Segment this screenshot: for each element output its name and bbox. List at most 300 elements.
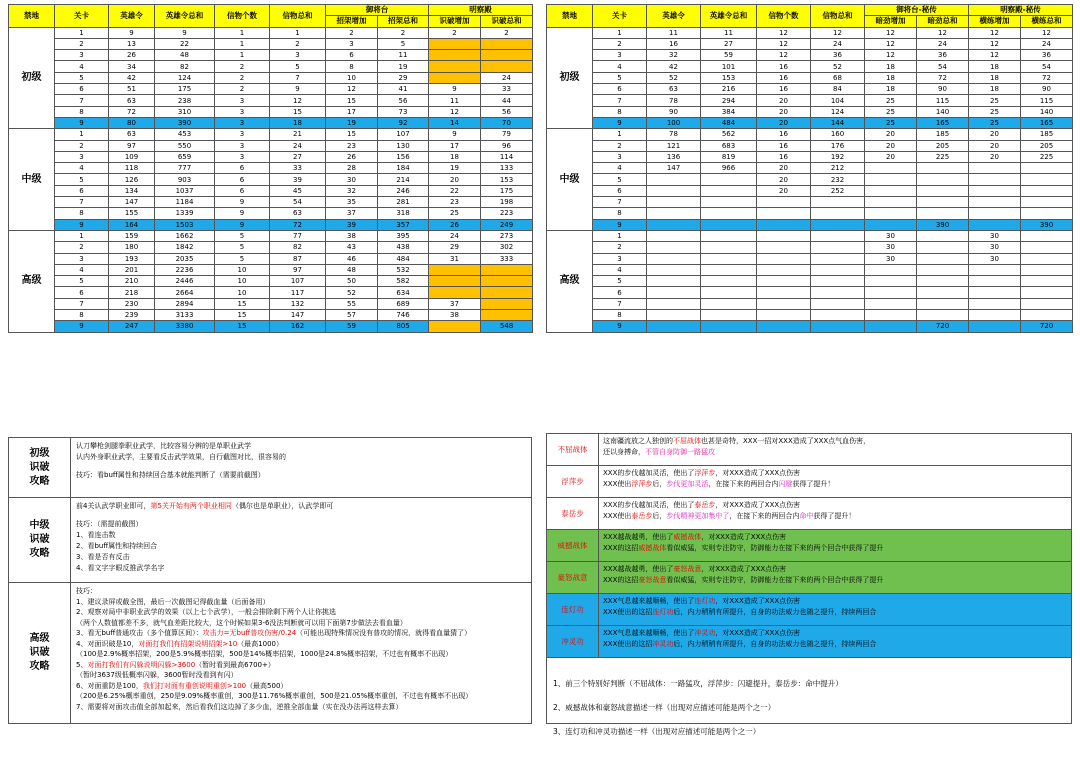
table-cell [811, 321, 865, 332]
table-cell [811, 264, 865, 275]
table-cell: 25 [865, 117, 917, 128]
table-cell: 107 [270, 276, 326, 287]
table-cell [917, 276, 969, 287]
table-cell: 147 [270, 310, 326, 321]
table-cell: 1 [593, 230, 647, 241]
table-cell [969, 310, 1021, 321]
table-row [547, 298, 1073, 309]
table-cell: 384 [701, 106, 757, 117]
table-cell: 1037 [155, 185, 215, 196]
effect-name: 豪怒战意 [547, 562, 599, 593]
effect-row [547, 530, 1071, 562]
table-cell: 27 [270, 151, 326, 162]
level-label: 初级 [547, 27, 593, 129]
table-cell [969, 264, 1021, 275]
table-cell: 8 [326, 61, 378, 72]
table-cell [1021, 197, 1073, 208]
table-cell: 133 [481, 163, 533, 174]
table-cell: 9 [109, 27, 155, 38]
table-cell: 48 [326, 264, 378, 275]
table-cell: 1 [593, 129, 647, 140]
table-cell [811, 208, 865, 219]
table-cell: 30 [969, 230, 1021, 241]
table-cell: 18 [969, 61, 1021, 72]
table-cell: 17 [326, 106, 378, 117]
table-cell: 12 [865, 38, 917, 49]
table-cell: 20 [969, 140, 1021, 151]
table-cell: 2 [55, 140, 109, 151]
table-cell [647, 310, 701, 321]
table-row [547, 50, 1073, 61]
table-cell [917, 298, 969, 309]
table-cell [865, 287, 917, 298]
table-cell [865, 185, 917, 196]
table-cell: 20 [757, 95, 811, 106]
table-row [547, 253, 1073, 264]
table-cell: 5 [215, 242, 270, 253]
table-cell: 12 [757, 50, 811, 61]
table-cell: 16 [757, 151, 811, 162]
table-cell: 134 [109, 185, 155, 196]
table-cell: 24 [1021, 38, 1073, 49]
table-cell: 3 [215, 95, 270, 106]
table-cell [481, 50, 533, 61]
table-cell: 318 [378, 208, 429, 219]
table-cell: 3 [593, 50, 647, 61]
table-cell [429, 321, 481, 332]
table-cell: 192 [811, 151, 865, 162]
table-cell: 92 [378, 117, 429, 128]
table-cell: 12 [865, 50, 917, 61]
table-cell: 29 [429, 242, 481, 253]
table-cell: 16 [757, 129, 811, 140]
table-cell: 16 [757, 72, 811, 83]
table-cell: 7 [593, 95, 647, 106]
table-cell: 193 [109, 253, 155, 264]
table-cell: 3 [55, 50, 109, 61]
table-cell: 162 [270, 321, 326, 332]
table-cell: 35 [326, 197, 378, 208]
table-cell [481, 276, 533, 287]
col-header: 御将台 [326, 5, 429, 16]
table-cell [647, 253, 701, 264]
table-cell: 72 [270, 219, 326, 230]
table-cell: 140 [1021, 106, 1073, 117]
table-cell [481, 38, 533, 49]
table-cell [811, 310, 865, 321]
table-row [9, 264, 533, 275]
table-cell: 438 [378, 242, 429, 253]
table-cell: 9 [215, 208, 270, 219]
table-cell: 1 [215, 27, 270, 38]
table-cell: 54 [1021, 61, 1073, 72]
table-row [9, 61, 533, 72]
table-cell: 16 [757, 140, 811, 151]
table-cell: 79 [481, 129, 533, 140]
table-cell: 10 [215, 276, 270, 287]
table-cell [917, 163, 969, 174]
table-cell: 2 [55, 38, 109, 49]
table-cell: 390 [155, 117, 215, 128]
table-cell: 281 [378, 197, 429, 208]
table-cell: 6 [55, 185, 109, 196]
table-cell [701, 174, 757, 185]
table-row [547, 230, 1073, 241]
table-cell: 8 [55, 208, 109, 219]
table-cell [647, 276, 701, 287]
table-cell: 38 [429, 310, 481, 321]
table-row [9, 27, 533, 38]
table-cell: 3 [326, 38, 378, 49]
table-cell: 4 [55, 264, 109, 275]
table-cell: 164 [109, 219, 155, 230]
table-cell [757, 310, 811, 321]
table-cell: 683 [701, 140, 757, 151]
table-cell [1021, 174, 1073, 185]
table-cell: 72 [109, 106, 155, 117]
table-cell: 9 [593, 117, 647, 128]
table-cell: 23 [429, 197, 481, 208]
table-cell: 9 [215, 197, 270, 208]
table-cell: 3 [593, 151, 647, 162]
table-cell: 43 [326, 242, 378, 253]
table-cell: 5 [55, 72, 109, 83]
table-row [9, 310, 533, 321]
table-cell: 5 [55, 174, 109, 185]
table-cell: 357 [378, 219, 429, 230]
effects-panel [546, 433, 1072, 736]
table-cell: 20 [865, 140, 917, 151]
table-cell: 78 [647, 129, 701, 140]
table-cell: 55 [326, 298, 378, 309]
col-subheader: 招架增加 [326, 16, 378, 27]
col-subheader: 识破总和 [481, 16, 533, 27]
table-cell [757, 264, 811, 275]
table-cell [917, 310, 969, 321]
table-cell: 1662 [155, 230, 215, 241]
table-cell: 20 [757, 117, 811, 128]
table-cell: 19 [326, 117, 378, 128]
table-cell [701, 242, 757, 253]
table-cell [917, 174, 969, 185]
table-row [547, 310, 1073, 321]
table-cell: 25 [429, 208, 481, 219]
table-cell: 175 [481, 185, 533, 196]
table-cell: 25 [969, 117, 1021, 128]
table-row [547, 61, 1073, 72]
effect-text: XXX越战越勇，使出了豪怒战意，对XXX造成了XXX点伤害 XXX的这招豪怒战意看似威猛，实则专注防守，防御能力在接下来的两个回合中获得了提升 [603, 565, 884, 584]
table-row [9, 129, 533, 140]
table-row [547, 321, 1073, 332]
table-cell: 3 [215, 106, 270, 117]
table-row [547, 208, 1073, 219]
table-cell [917, 253, 969, 264]
table-cell: 126 [109, 174, 155, 185]
table-row [9, 208, 533, 219]
level-label: 高级 [547, 230, 593, 332]
table-cell: 1 [55, 27, 109, 38]
table-row [547, 287, 1073, 298]
table-cell: 25 [969, 95, 1021, 106]
table-cell: 12 [757, 27, 811, 38]
table-cell [757, 242, 811, 253]
table-cell: 11 [378, 50, 429, 61]
table-cell: 12 [757, 38, 811, 49]
table-cell: 180 [109, 242, 155, 253]
table-cell: 72 [917, 72, 969, 83]
col-header: 英雄令总和 [155, 5, 215, 28]
table-row [9, 174, 533, 185]
effects-notes: 1、前三个特别好判断（不屈战体：一路猛攻，浮萍步：闪避提升，泰岳步：命中提升） 2、威撼战体和豪怒战意描述一样（出现对应描述可能是两个之一） 3、连灯功和冲灵功描述一样（出现对应描述可能是两个之一） [553, 679, 843, 736]
table-cell: 114 [481, 151, 533, 162]
table-row [9, 140, 533, 151]
table-cell: 7 [593, 197, 647, 208]
table-cell: 232 [811, 174, 865, 185]
table-cell: 118 [109, 163, 155, 174]
table-cell [865, 163, 917, 174]
level-label: 中级 [547, 129, 593, 231]
table-cell: 20 [757, 185, 811, 196]
table-cell [757, 230, 811, 241]
table-cell: 36 [917, 50, 969, 61]
table-cell: 562 [701, 129, 757, 140]
table-cell [1021, 242, 1073, 253]
section-label: 初级 识破 攻略 [9, 438, 71, 497]
table-cell [757, 321, 811, 332]
table-cell: 1 [55, 230, 109, 241]
table-cell: 37 [326, 208, 378, 219]
col-header: 明察殿 [429, 5, 533, 16]
table-cell [429, 61, 481, 72]
table-cell: 746 [378, 310, 429, 321]
table-cell: 6 [215, 185, 270, 196]
table-cell [647, 242, 701, 253]
table-cell: 24 [917, 38, 969, 49]
table-cell: 2 [55, 242, 109, 253]
table-cell: 28 [326, 163, 378, 174]
table-cell: 59 [701, 50, 757, 61]
table-cell: 12 [270, 95, 326, 106]
table-row [547, 27, 1073, 38]
effect-row [547, 434, 1071, 466]
table-cell: 63 [109, 95, 155, 106]
table-cell: 26 [109, 50, 155, 61]
table-cell [757, 253, 811, 264]
table-cell: 6 [55, 287, 109, 298]
table-cell [647, 208, 701, 219]
table-cell: 6 [326, 50, 378, 61]
table-cell: 15 [215, 321, 270, 332]
table-cell: 34 [109, 61, 155, 72]
table-cell: 18 [969, 84, 1021, 95]
table-cell: 239 [109, 310, 155, 321]
col-subheader: 识破增加 [429, 16, 481, 27]
table-cell: 132 [270, 298, 326, 309]
table-cell [969, 197, 1021, 208]
table-cell: 32 [647, 50, 701, 61]
table-cell [647, 185, 701, 196]
table-cell: 6 [593, 287, 647, 298]
table-cell: 31 [429, 253, 481, 264]
table-row [547, 38, 1073, 49]
table-row [547, 185, 1073, 196]
table-cell: 15 [270, 106, 326, 117]
table-cell [917, 242, 969, 253]
table-cell: 16 [757, 61, 811, 72]
table-cell: 223 [481, 208, 533, 219]
table-cell: 44 [481, 95, 533, 106]
table-cell [701, 219, 757, 230]
table-cell: 77 [270, 230, 326, 241]
table-cell [757, 219, 811, 230]
table-cell: 33 [270, 163, 326, 174]
table-cell: 41 [378, 84, 429, 95]
table-cell [969, 174, 1021, 185]
section-text: 前4关认武学职业即可，第5关开始有两个职业相同（偶尔也是单职业），认武学即可 技巧：（需提前截图） 1、看连击数 2、看buff属性和持续回合 3、看是否有反击 4、看文字字眼反推武学名字 [76, 502, 334, 572]
col-header: 英雄令总和 [701, 5, 757, 28]
table-cell: 160 [811, 129, 865, 140]
table-cell: 22 [155, 38, 215, 49]
table-row [9, 242, 533, 253]
table-cell: 10 [326, 72, 378, 83]
table-cell: 32 [326, 185, 378, 196]
table-cell: 2 [215, 84, 270, 95]
effect-text: 这南疆流放之人独创的不屈战体也甚是奇特，XXX一招对XXX造成了XXX点气血伤害， 还以身搏命，不管自身防御一路猛攻 [603, 437, 871, 456]
table-cell: 8 [593, 310, 647, 321]
table-row [547, 242, 1073, 253]
table-cell [429, 50, 481, 61]
table-cell [917, 264, 969, 275]
table-cell: 26 [326, 151, 378, 162]
table-cell: 3 [55, 151, 109, 162]
table-cell: 147 [109, 197, 155, 208]
table-cell: 20 [757, 163, 811, 174]
table-cell: 205 [917, 140, 969, 151]
table-cell: 5 [215, 253, 270, 264]
table-cell: 5 [378, 38, 429, 49]
table-cell: 5 [215, 230, 270, 241]
table-cell: 9 [55, 321, 109, 332]
table-cell [917, 230, 969, 241]
table-cell: 42 [647, 61, 701, 72]
table-cell [1021, 185, 1073, 196]
table-row [9, 95, 533, 106]
table-cell: 26 [429, 219, 481, 230]
effect-text: XXX的步伐越加灵活，使出了泰岳步，对XXX造成了XXX点伤害 XXX使出泰岳步后，步伐精神更加集中了，在接下来的两回合内命中获得了提升！ [603, 501, 856, 520]
table-cell: 155 [109, 208, 155, 219]
col-subheader: 招架总和 [378, 16, 429, 27]
col-header: 禁地 [9, 5, 55, 28]
table-cell: 156 [378, 151, 429, 162]
table-cell: 144 [811, 117, 865, 128]
table-cell: 24 [270, 140, 326, 151]
table-cell: 246 [378, 185, 429, 196]
col-header: 英雄令 [647, 5, 701, 28]
table-cell [701, 230, 757, 241]
table-cell: 90 [647, 106, 701, 117]
table-cell [865, 174, 917, 185]
table-cell: 1 [593, 27, 647, 38]
table-row [9, 106, 533, 117]
table-cell: 72 [1021, 72, 1073, 83]
table-cell: 115 [1021, 95, 1073, 106]
table-cell: 302 [481, 242, 533, 253]
table-cell: 11 [701, 27, 757, 38]
table-cell [1021, 298, 1073, 309]
table-cell [647, 298, 701, 309]
table-cell: 121 [647, 140, 701, 151]
table-cell: 689 [378, 298, 429, 309]
col-header: 关卡 [593, 5, 647, 28]
table-cell: 63 [109, 129, 155, 140]
table-cell: 37 [429, 298, 481, 309]
table-cell: 1 [215, 50, 270, 61]
table-cell: 15 [215, 310, 270, 321]
table-cell: 165 [917, 117, 969, 128]
table-cell: 27 [701, 38, 757, 49]
table-cell: 249 [481, 219, 533, 230]
table-cell: 2664 [155, 287, 215, 298]
table-cell: 6 [593, 185, 647, 196]
table-cell: 87 [270, 253, 326, 264]
effect-row [547, 466, 1071, 498]
table-cell: 107 [378, 129, 429, 140]
table-cell: 153 [481, 174, 533, 185]
table-cell [811, 219, 865, 230]
table-cell: 30 [865, 242, 917, 253]
table-cell: 3 [593, 253, 647, 264]
col-header: 信物总和 [811, 5, 865, 28]
col-header: 关卡 [55, 5, 109, 28]
table-cell: 54 [270, 197, 326, 208]
table-cell [917, 197, 969, 208]
table-cell [969, 208, 1021, 219]
table-cell: 18 [969, 72, 1021, 83]
table-row [9, 287, 533, 298]
table-cell: 175 [155, 84, 215, 95]
effect-text: XXX气息越来越顺畅，使出了连灯功，对XXX造成了XXX点伤害 XXX使出的这招连灯功后，内力稍稍有所提升，自身的功法威力也随之提升，持续两回合 [603, 597, 877, 616]
table-cell [1021, 208, 1073, 219]
table-cell: 1 [215, 38, 270, 49]
table-cell: 52 [811, 61, 865, 72]
advanced-section [9, 583, 531, 723]
table-cell [917, 287, 969, 298]
table-cell [701, 321, 757, 332]
table-cell: 52 [647, 72, 701, 83]
table-cell: 117 [270, 287, 326, 298]
table-cell: 4 [55, 61, 109, 72]
table-cell: 78 [647, 95, 701, 106]
table-row [547, 163, 1073, 174]
table-row [547, 219, 1073, 230]
table-cell: 22 [429, 185, 481, 196]
table-cell [811, 253, 865, 264]
table-cell [701, 253, 757, 264]
table-cell: 18 [865, 84, 917, 95]
table-cell: 52 [326, 287, 378, 298]
table-cell [917, 208, 969, 219]
col-header: 英雄令 [109, 5, 155, 28]
table-cell: 15 [326, 95, 378, 106]
table-cell: 56 [378, 95, 429, 106]
effect-row [547, 562, 1071, 594]
table-row [9, 230, 533, 241]
table-cell [647, 230, 701, 241]
table-cell [647, 174, 701, 185]
table-cell: 16 [647, 38, 701, 49]
table-cell: 124 [155, 72, 215, 83]
section-text: 技巧： 1、建议录屏或截全图，最后一次截图记得截血量（后面备用） 2、观察对局中非职业武学的效果（以上七个武学），一般会排除剩下两个人让你挑选 （两个人数值都差不多，就气血差距比较大，这个时候如果3-6没法判断就可以用下面第7步做法去看血量） 3、看无buff普通攻击（多个值算区间）：攻击力=无buff普攻伤害/0.24（可能出现特殊情况没有普攻的情况，就得看血量猜了） 4、对面识破是10，对面打我们有招架说明招架>10（最高1000） （100是2.9%概率招架，200是5.9%概率招架，500是14%概率招架，1000是24.8%概率招架，不过也有概率不出现） 5、对面打我们有闪躲说明闪躲>3600（暂时看到最高6700+） （暂时3637级低概率闪躲，3600暂时没看到有闪） 6、对面重防是100，我们打对面有重创说明重创>100（最高500） （200是6.25%概率重创，250是9.09%概率重创，300是11.76%概率重创，500是21.05%概率重创，不过也有概率不出现） 7、需要将对面攻击值全部加起来，然后看我们这边掉了多少血，逆推全部血量（实在没办法再这样去算） [76, 587, 473, 711]
